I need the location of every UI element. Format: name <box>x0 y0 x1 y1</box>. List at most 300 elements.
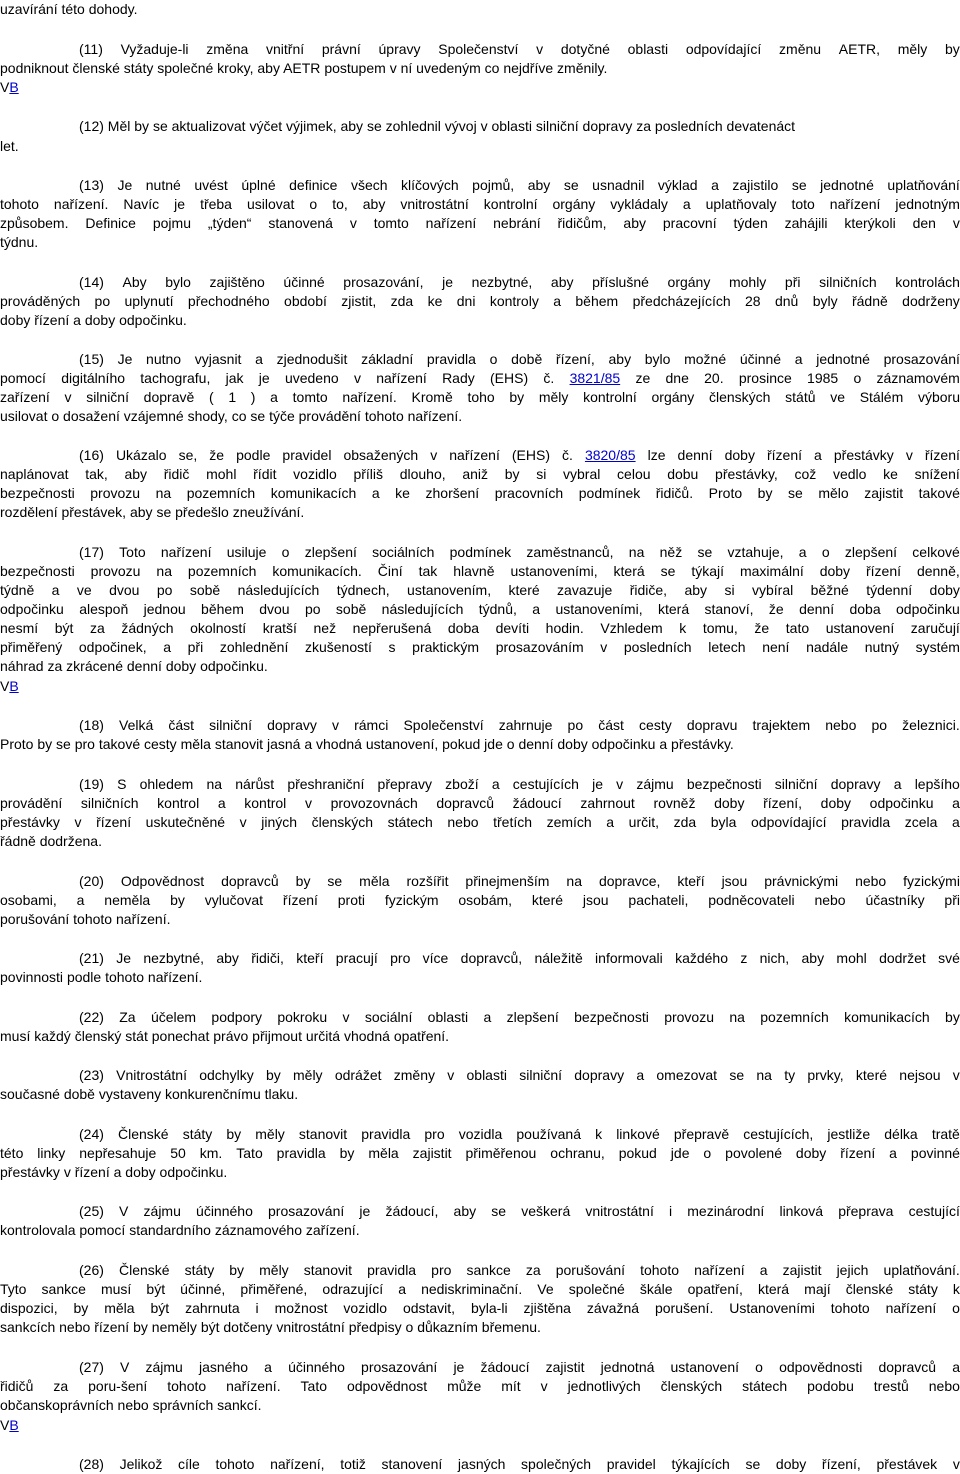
word: společné <box>157 60 214 76</box>
word: a <box>217 795 226 811</box>
word: této <box>61 1 85 17</box>
word: se <box>791 177 807 193</box>
word: řidičům, <box>557 215 607 231</box>
word: sankcích <box>0 1319 56 1335</box>
word: si <box>724 582 735 598</box>
word: konkurenčnímu <box>165 1086 261 1102</box>
word: 1 <box>228 389 237 405</box>
word: státy <box>182 1126 213 1142</box>
word: předešlo <box>175 504 229 520</box>
word: nutno <box>146 351 182 367</box>
word: řízení, <box>555 351 595 367</box>
text-line <box>0 465 960 484</box>
word: mělo <box>818 485 849 501</box>
word: nařízení, <box>270 1456 325 1472</box>
word: se <box>56 736 71 752</box>
word: uvedeným <box>416 60 481 76</box>
word: Ukázalo <box>115 447 167 463</box>
word: dlouho, <box>399 466 446 482</box>
word: je <box>592 776 603 792</box>
word: o <box>755 1359 763 1375</box>
word: řidičů. <box>655 485 694 501</box>
word: tak <box>418 563 438 579</box>
word: je <box>359 1203 371 1219</box>
word: o <box>489 351 498 367</box>
word: silniční <box>519 1067 563 1083</box>
word: bezpečnosti <box>574 1009 649 1025</box>
word: týden <box>733 215 768 231</box>
word: Ve <box>537 1281 554 1297</box>
word: zjistit, <box>341 293 377 309</box>
word: tohoto <box>830 1300 870 1316</box>
word: s <box>388 639 396 655</box>
word: a <box>814 447 822 463</box>
word: a <box>659 736 668 752</box>
word: zda <box>390 293 414 309</box>
word: k <box>952 1281 960 1297</box>
word: odrážet <box>334 1067 382 1083</box>
word: přeshraniční <box>287 776 365 792</box>
word: (16) <box>79 447 104 463</box>
word: při <box>944 892 960 908</box>
word: řízení <box>840 1145 876 1161</box>
word: vývoj <box>444 118 477 134</box>
word: třetích <box>493 814 533 830</box>
word: 50 <box>170 1145 186 1161</box>
word: jednotné <box>816 351 870 367</box>
text-line <box>0 1125 960 1144</box>
word: tachografu, <box>140 370 211 386</box>
word: ke <box>883 466 898 482</box>
word: zaměstnanců, <box>526 544 614 560</box>
word: nich, <box>759 950 790 966</box>
word: odpočinek, <box>78 639 147 655</box>
word: zájmu <box>143 1203 181 1219</box>
regulation-link[interactable]: 3820/85 <box>584 447 636 463</box>
word: nezbytné, <box>471 274 533 290</box>
word: dopravu <box>686 717 738 733</box>
word: dvou <box>109 582 140 598</box>
word: se <box>366 118 382 134</box>
word: provozovnách <box>330 795 418 811</box>
word: porušování <box>555 1262 626 1278</box>
word: zaručují <box>910 620 960 636</box>
word: zkrácené <box>66 658 123 674</box>
word: cíle <box>178 1456 200 1472</box>
word: kontrol <box>157 795 200 811</box>
word: cestujících, <box>743 1126 814 1142</box>
word: kontrol <box>244 795 287 811</box>
word: mít <box>501 1378 521 1394</box>
word: proti <box>337 892 365 908</box>
word: za <box>636 118 652 134</box>
word: nařízení. <box>53 196 109 212</box>
word: Jelikož <box>119 1456 163 1472</box>
word: pravidel <box>282 447 332 463</box>
word: nařízení <box>829 196 881 212</box>
word: společných <box>521 1456 592 1472</box>
word: zohlednil <box>385 118 441 134</box>
word: fyzickým <box>384 892 439 908</box>
word: celou <box>617 466 651 482</box>
word: v <box>447 1067 455 1083</box>
text-line <box>0 891 960 910</box>
word: Členské <box>118 1126 169 1142</box>
word: jednou <box>143 601 186 617</box>
word: zajistilo <box>732 177 779 193</box>
word: denní <box>677 447 713 463</box>
word: které <box>855 1067 888 1083</box>
word: za <box>525 1262 541 1278</box>
word: v <box>536 41 544 57</box>
word: přeprava <box>838 1203 894 1219</box>
word: doba <box>447 620 480 636</box>
word: o <box>703 1145 712 1161</box>
word: dotyčné <box>560 41 610 57</box>
word: nebrání <box>493 215 541 231</box>
word: náležitě <box>534 950 583 966</box>
word: aby <box>684 582 708 598</box>
word: tomto <box>373 215 409 231</box>
word: Je <box>117 351 133 367</box>
word: byla-li <box>471 1300 508 1316</box>
word: odpočinku. <box>159 1164 228 1180</box>
word: týdně <box>0 582 35 598</box>
word: prosazování, <box>343 274 424 290</box>
word: přepravě <box>673 1126 730 1142</box>
word: úplné <box>241 177 276 193</box>
word: Rady <box>442 370 475 386</box>
text-line <box>0 1455 960 1474</box>
word: bezpečnosti <box>0 485 75 501</box>
text-line <box>0 1299 960 1318</box>
word: zahrnout <box>580 795 635 811</box>
word: a <box>76 892 85 908</box>
word: řádně <box>851 293 888 309</box>
word: pravidla <box>276 1145 326 1161</box>
word: používaná <box>516 1126 581 1142</box>
word: doby <box>0 312 31 328</box>
word: a <box>113 1164 122 1180</box>
word: dopravy <box>267 717 317 733</box>
word: (26) <box>79 1262 104 1278</box>
text-line <box>0 407 960 426</box>
word: přechodného <box>187 293 270 309</box>
word: odchylky <box>199 1067 254 1083</box>
word: se <box>787 485 803 501</box>
word: uplynutí <box>124 293 174 309</box>
word: pokroku <box>277 1009 328 1025</box>
word: podmínek <box>449 544 512 560</box>
text-line <box>0 214 960 233</box>
word: řídit <box>253 466 277 482</box>
word: ní <box>400 60 413 76</box>
word: změna <box>206 41 249 57</box>
word: definice <box>289 177 338 193</box>
word: dopravců <box>436 795 494 811</box>
word: o <box>281 544 290 560</box>
word: opatření, <box>687 1281 743 1297</box>
word: mohly <box>728 274 767 290</box>
word: ve <box>76 582 92 598</box>
word: v <box>952 215 960 231</box>
word: v <box>952 1067 960 1083</box>
word: řízení <box>94 1319 130 1335</box>
word: řízení <box>74 1164 110 1180</box>
word: následujících <box>381 601 464 617</box>
word: snížení <box>914 466 960 482</box>
word: usnadnil <box>592 177 645 193</box>
word: nařízení. <box>226 1378 281 1394</box>
word: jednotným <box>895 196 960 212</box>
word: uvést <box>194 177 228 193</box>
word: se <box>697 544 713 560</box>
word: jasného <box>198 1359 249 1375</box>
word: délka <box>884 1126 918 1142</box>
word: změnily. <box>557 60 608 76</box>
word: jak <box>225 370 244 386</box>
word: žádoucí <box>512 795 562 811</box>
word: aby <box>453 1203 477 1219</box>
word: orgány <box>552 196 596 212</box>
word: je <box>442 274 453 290</box>
word: zajistit <box>782 1262 822 1278</box>
word: bezpečnosti <box>0 563 75 579</box>
word: vztahuje, <box>727 544 784 560</box>
word: k <box>679 620 687 636</box>
word: dopravců, <box>460 950 523 966</box>
word: prosazování <box>883 351 960 367</box>
word: to, <box>332 196 348 212</box>
word: a <box>798 544 807 560</box>
word: podpory <box>211 1009 263 1025</box>
word: kroky, <box>217 60 254 76</box>
word: vozidla <box>458 1126 503 1142</box>
word: přepravy <box>377 776 432 792</box>
word: státy <box>184 1262 215 1278</box>
word: tohoto <box>73 911 113 927</box>
word: silniční <box>535 118 579 134</box>
word: AETR <box>283 60 321 76</box>
text-line <box>0 1085 960 1104</box>
word: v <box>389 60 397 76</box>
word: po <box>871 717 888 733</box>
text-line <box>0 775 960 794</box>
word: (EHS) <box>511 447 550 463</box>
word: záznamového <box>214 1222 302 1238</box>
word: měly <box>538 389 569 405</box>
word: sankcí. <box>217 1397 262 1413</box>
word: na <box>628 544 645 560</box>
regulation-link[interactable]: 3821/85 <box>569 370 621 386</box>
word: 28 <box>745 293 761 309</box>
word: by <box>509 389 525 405</box>
word: S <box>117 776 127 792</box>
word: maximální <box>739 563 804 579</box>
word: běžné <box>810 582 849 598</box>
word: aby <box>362 196 386 212</box>
word: nařízení <box>425 215 477 231</box>
word: ) <box>250 389 256 405</box>
word: část <box>598 717 624 733</box>
word: podobu <box>807 1378 854 1394</box>
vb-marker-link[interactable]: VB <box>0 79 19 95</box>
word: dvou <box>259 601 290 617</box>
word: řízení <box>767 447 803 463</box>
text-line <box>0 543 960 562</box>
word: předcházejících <box>632 293 731 309</box>
word: neměly <box>151 1319 197 1335</box>
word: zájmu <box>145 1359 183 1375</box>
word: prosazování <box>361 1359 438 1375</box>
text-line <box>0 40 960 59</box>
word: vylučovat <box>204 892 264 908</box>
word: za <box>89 620 105 636</box>
word: nařízení. <box>116 911 171 927</box>
word: nebo <box>59 1319 91 1335</box>
word: států <box>785 389 816 405</box>
word: naplánovat <box>0 466 69 482</box>
word: takové <box>918 485 960 501</box>
word: pravidla <box>426 351 476 367</box>
word: více <box>422 950 449 966</box>
word: komunikacích <box>270 485 357 501</box>
word: uskutečněné <box>145 814 226 830</box>
word: podmínek <box>578 485 641 501</box>
word: (14) <box>79 274 104 290</box>
word: což <box>794 466 817 482</box>
word: která <box>757 1281 790 1297</box>
word: linková <box>779 1203 824 1219</box>
word: v <box>342 1009 350 1025</box>
word: č. <box>543 370 555 386</box>
vb-marker-link[interactable]: VB <box>0 1417 19 1433</box>
word: standardního <box>129 1222 211 1238</box>
word: (28) <box>79 1456 104 1472</box>
word: se <box>250 408 266 424</box>
word: účinného <box>288 1359 345 1375</box>
word: určitá <box>305 1028 341 1044</box>
word: odpočinku <box>896 601 960 617</box>
word: dopravy <box>582 118 633 134</box>
word: na <box>206 776 223 792</box>
word: kontrolní <box>583 389 637 405</box>
word: v <box>64 389 72 405</box>
word: měly <box>293 1067 323 1083</box>
word: porušování <box>0 911 70 927</box>
vb-marker-link[interactable]: VB <box>0 678 19 694</box>
word: rovněž <box>653 795 696 811</box>
word: toho <box>467 389 495 405</box>
word: prosince <box>738 370 792 386</box>
word: nařízení. <box>147 969 203 985</box>
word: ustanovením, <box>407 582 492 598</box>
word: je <box>453 1359 465 1375</box>
word: v <box>239 814 247 830</box>
word: a <box>606 814 615 830</box>
word: aniž <box>462 466 489 482</box>
word: současné <box>0 1086 60 1102</box>
word: dne <box>665 370 689 386</box>
word: mají <box>804 1281 831 1297</box>
word: pozemních <box>187 563 257 579</box>
word: by <box>170 892 185 908</box>
word: po <box>567 717 584 733</box>
word: v <box>616 776 624 792</box>
word: Vzhledem <box>600 620 663 636</box>
word: oblasti <box>427 1009 469 1025</box>
text-line <box>0 350 960 369</box>
word: (EHS) <box>490 370 529 386</box>
word: a <box>264 1359 272 1375</box>
word: provozu <box>664 1009 714 1025</box>
word: pomocí <box>0 370 46 386</box>
text-line <box>0 0 960 19</box>
word: podněcovateli <box>708 892 795 908</box>
word: pravidla <box>367 1262 417 1278</box>
word: v <box>430 447 438 463</box>
word: se <box>563 177 579 193</box>
text-line <box>0 311 960 330</box>
word: totiž <box>340 1456 366 1472</box>
word: stát <box>125 1028 148 1044</box>
word: dni <box>456 293 476 309</box>
word: řízení <box>282 892 318 908</box>
word: pokud <box>618 1145 657 1161</box>
word: sobě <box>335 601 367 617</box>
word: usiluje <box>226 544 267 560</box>
word: pravidla <box>361 1126 411 1142</box>
word: ustanoveními, <box>555 601 643 617</box>
word: 20. <box>704 370 724 386</box>
word: o <box>405 1319 414 1335</box>
text-line <box>0 910 960 929</box>
word: kontrolovala <box>0 1222 76 1238</box>
word: veškerá <box>521 1203 571 1219</box>
word: pokud <box>442 736 481 752</box>
text-line <box>0 446 960 465</box>
word: Společenství <box>438 41 519 57</box>
word: (18) <box>79 717 104 733</box>
word: digitálního <box>61 370 126 386</box>
word: povinnosti <box>0 969 64 985</box>
text-line <box>0 388 960 407</box>
word: sociální <box>364 1009 413 1025</box>
word: aktualizovat <box>171 118 246 134</box>
word: přestávky <box>833 447 894 463</box>
word: podniknout <box>0 60 69 76</box>
word: právo <box>213 1028 249 1044</box>
word: musí <box>100 1281 132 1297</box>
word: alespoň <box>79 601 129 617</box>
word: každého <box>675 950 728 966</box>
word: sankce <box>466 1262 511 1278</box>
word: které <box>508 582 540 598</box>
word: provozu <box>90 485 141 501</box>
word: posledních <box>654 118 723 134</box>
word: linkové <box>616 1126 660 1142</box>
word: a <box>711 177 719 193</box>
word: řízení <box>34 312 70 328</box>
word: ke <box>427 293 443 309</box>
word: na <box>156 563 172 579</box>
word: tohoto <box>105 969 145 985</box>
word: se <box>745 1456 761 1472</box>
word: dobu <box>667 466 699 482</box>
text-line <box>0 1008 960 1027</box>
word: Stálém <box>859 389 904 405</box>
word: nesmí <box>0 620 39 636</box>
